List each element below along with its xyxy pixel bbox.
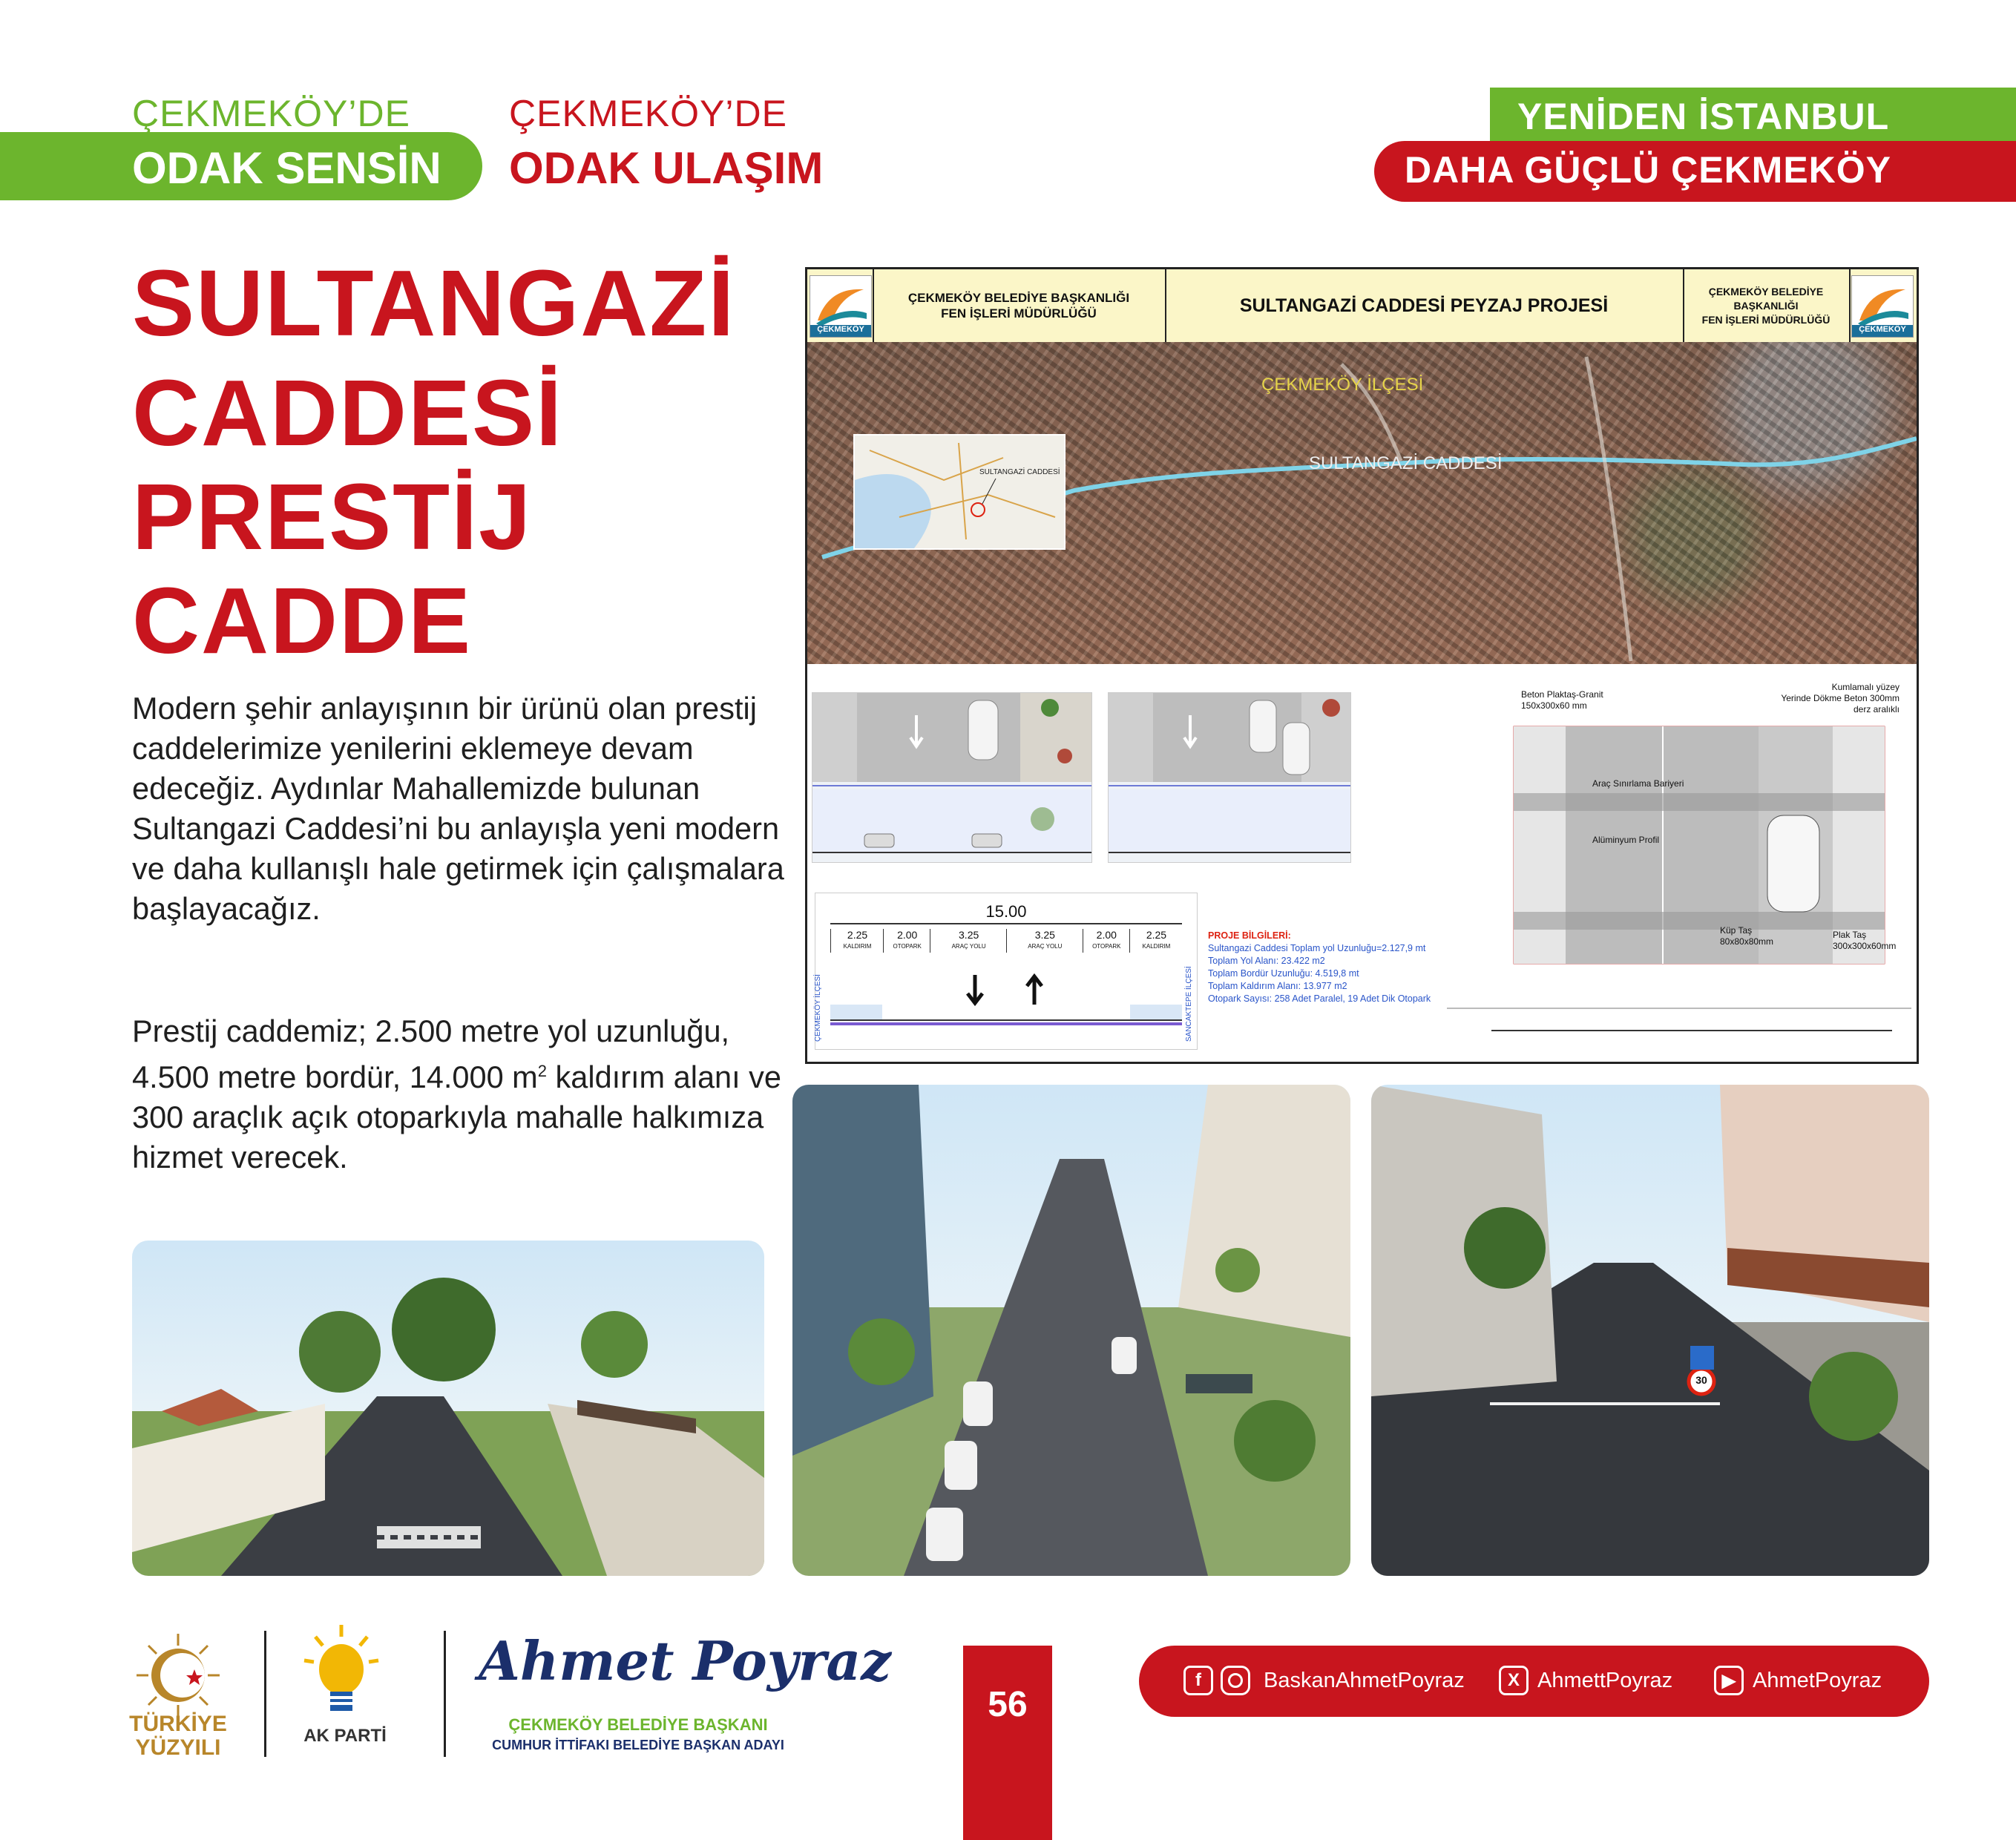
minimap-label: SULTANGAZİ CADDESİ (979, 468, 1060, 476)
board-org-right: ÇEKMEKÖY BELEDİYE BAŞKANLIĞI FEN İŞLERİ MÜDÜRLÜĞÜ (1683, 269, 1851, 342)
cross-section-drawing-2 (1108, 692, 1351, 863)
page-number: 56 (988, 1685, 1028, 1724)
turkiye-yuzyili-logo (134, 1631, 223, 1720)
title-line-3: PRESTİJ (132, 464, 533, 569)
page-number-box (963, 1646, 1052, 1840)
x-icon: X (1499, 1666, 1529, 1695)
instagram-icon (1221, 1666, 1250, 1695)
footer-separator-1 (264, 1631, 266, 1757)
project-info-line: Toplam Yol Alanı: 23.422 m2 (1208, 956, 1325, 966)
section-name: KALDIRIM (843, 943, 872, 950)
social-facebook-instagram[interactable] (1183, 1666, 1465, 1695)
signature: Ahmet Poyraz (479, 1629, 892, 1692)
cross-section-drawing-1 (812, 692, 1092, 863)
board-header (807, 269, 1917, 344)
board-org-left: ÇEKMEKÖY BELEDİYE BAŞKANLIĞI FEN İŞLERİ MÜDÜRLÜĞÜ (873, 269, 1166, 342)
section-dimensions-row (830, 929, 1182, 959)
role-mayor: ÇEKMEKÖY BELEDİYE BAŞKANI (508, 1715, 768, 1734)
akparti-text: AK PARTİ (303, 1726, 387, 1746)
header-left-big: ODAK SENSİN (132, 143, 441, 193)
cekmekoy-logo (810, 275, 872, 338)
header-right-top: YENİDEN İSTANBUL (1517, 96, 1890, 137)
title-line-2: CADDESİ (132, 361, 564, 465)
map-label-street: SULTANGAZİ CADDESİ (1309, 453, 1503, 473)
project-info-line: Toplam Kaldırım Alanı: 13.977 m2 (1208, 981, 1347, 991)
header-right-bottom: DAHA GÜÇLÜ ÇEKMEKÖY (1405, 149, 1892, 191)
section-side-right: SANCAKTEPE İLÇESİ (1185, 966, 1193, 1042)
role-candidate: CUMHUR İTTİFAKI BELEDİYE BAŞKAN ADAYI (492, 1738, 784, 1752)
section-total-width: 15.00 (985, 902, 1027, 921)
section-width: 3.25 (1034, 929, 1055, 941)
section-name: OTOPARK (893, 943, 922, 950)
social-handle-2: AhmettPoyraz (1537, 1668, 1673, 1692)
project-board (805, 267, 1919, 1064)
map-label-ilce: ÇEKMEKÖY İLÇESİ (1261, 375, 1424, 395)
header-mid-small: ÇEKMEKÖY’DE (509, 93, 787, 134)
social-youtube[interactable] (1714, 1666, 1882, 1695)
plan-drawing (1447, 682, 1911, 1059)
section-segment (883, 929, 930, 953)
header-mid-big: ODAK ULAŞIM (509, 143, 824, 193)
render-photo-1 (132, 1241, 764, 1576)
social-handle-1: BaskanAhmetPoyraz (1264, 1668, 1465, 1692)
project-info-line: Otopark Sayısı: 258 Adet Paralel, 19 Adet Dik Otopark (1208, 993, 1431, 1004)
social-x[interactable] (1499, 1666, 1672, 1695)
social-bar (1139, 1646, 1929, 1717)
footer-separator-2 (444, 1631, 446, 1757)
plan-label-bariyer: Araç Sınırlama Bariyeri (1592, 778, 1684, 789)
board-project-title: SULTANGAZİ CADDESİ PEYZAJ PROJESİ (1165, 269, 1684, 342)
project-info-line: Toplam Bordür Uzunluğu: 4.519,8 mt (1208, 968, 1359, 979)
board-logo-left-cell (807, 269, 874, 342)
section-width: 2.00 (897, 929, 918, 941)
board-logo-right-cell (1849, 269, 1914, 342)
section-segment (1129, 929, 1183, 953)
youtube-icon: ▶ (1714, 1666, 1744, 1695)
plan-label-kup-tas: Küp Taş 80x80x80mm (1720, 925, 1774, 947)
section-segment (830, 929, 884, 953)
project-info (1208, 930, 1460, 1005)
body-paragraph-2: Prestij caddemiz; 2.500 metre yol uzunluğu, 4.500 metre bordür, 14.000 $m^2$ kaldırım alanı ve 300 araçlık açık otoparkıyla mahalle halkımıza hizmet verecek. (132, 1013, 782, 1174)
title-line-1: SULTANGAZİ (132, 251, 736, 355)
section-width: 2.25 (1146, 929, 1167, 941)
aerial-map (807, 342, 1917, 664)
section-segment (930, 929, 1007, 953)
location-minimap (853, 434, 1066, 550)
section-name: ARAÇ YOLU (951, 943, 986, 950)
akparti-logo (301, 1623, 382, 1720)
speed-limit-sign: 30 (1695, 1374, 1707, 1386)
section-segment (1083, 929, 1130, 953)
section-width: 2.25 (847, 929, 868, 941)
section-segment (1006, 929, 1083, 953)
turkiye-yuzyili-text: TÜRKİYE YÜZYILI (129, 1712, 227, 1760)
section-name: OTOPARK (1092, 943, 1121, 950)
facebook-icon: f (1183, 1666, 1213, 1695)
social-handle-3: AhmetPoyraz (1753, 1668, 1882, 1692)
render-photo-2 (792, 1085, 1350, 1576)
plan-label-beton: Beton Plaktaş-Granit 150x300x60 mm (1521, 689, 1603, 711)
project-info-title: PROJE BİLGİLERİ: (1208, 930, 1291, 941)
section-name: ARAÇ YOLU (1028, 943, 1063, 950)
plan-label-plak-tas: Plak Taş 300x300x60mm (1833, 930, 1897, 951)
section-side-left: ÇEKMEKÖY İLÇESİ (814, 974, 822, 1042)
header-left-small: ÇEKMEKÖY’DE (132, 93, 410, 134)
section-name: KALDIRIM (1142, 943, 1171, 950)
title-line-4: CADDE (132, 568, 473, 673)
section-width: 2.00 (1096, 929, 1117, 941)
cekmekoy-logo-right: ÇEKMEKÖY (1851, 275, 1914, 338)
project-info-line: Sultangazi Caddesi Toplam yol Uzunluğu=2.127,9 mt (1208, 943, 1426, 953)
body-paragraph-1: Modern şehir anlayışının bir ürünü olan prestij caddelerimize yenilerini eklemeye devam edeceğiz. Aydınlar Mahallemizde bulunan Sultangazi Caddesi’ni bu anlayışla yeni modern ve daha kullanışlı hale getirmek için çalışmalara başlayacağız. (132, 691, 784, 926)
logo-text: ÇEKMEKÖY (817, 325, 864, 334)
plan-label-profil: Alüminyum Profil (1592, 835, 1660, 845)
section-width: 3.25 (959, 929, 979, 941)
plan-label-kumlamali: Kumlamalı yüzey Yerinde Dökme Beton 300mm derz aralıklı (1781, 682, 1900, 714)
render-photo-3 (1371, 1085, 1929, 1576)
cross-section-dimensions (815, 893, 1198, 1050)
